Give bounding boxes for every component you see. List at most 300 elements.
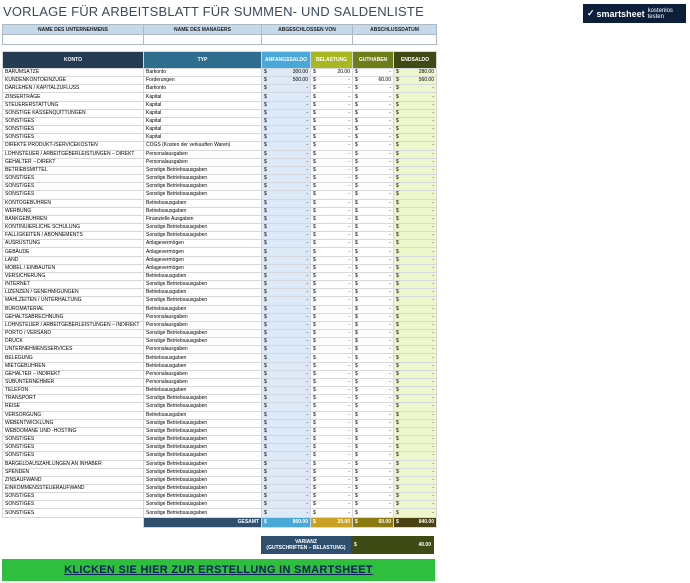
anfangssaldo-cell[interactable]: $ - bbox=[262, 175, 311, 183]
guthaben-cell[interactable]: $ - bbox=[353, 240, 394, 248]
typ-cell[interactable]: Sonstige Betriebsausgaben bbox=[144, 223, 262, 231]
typ-cell[interactable]: Sonstige Betriebsausgaben bbox=[144, 297, 262, 305]
anfangssaldo-cell[interactable]: $ - bbox=[262, 419, 311, 427]
anfangssaldo-cell[interactable]: $ - bbox=[262, 117, 311, 125]
typ-cell[interactable]: Kapital bbox=[144, 126, 262, 134]
typ-cell[interactable]: Sonstige Betriebsausgaben bbox=[144, 493, 262, 501]
anfangssaldo-cell[interactable]: $ - bbox=[262, 207, 311, 215]
endsaldo-cell[interactable]: $ - bbox=[394, 191, 437, 199]
guthaben-cell[interactable]: $ - bbox=[353, 126, 394, 134]
anfangssaldo-cell[interactable]: $ - bbox=[262, 493, 311, 501]
konto-cell[interactable]: LOHNSTEUER / ARBEITGEBERLEISTUNGEN – INDIREKT bbox=[3, 321, 144, 329]
anfangssaldo-cell[interactable]: $ 300.00 bbox=[262, 69, 311, 77]
typ-cell[interactable]: Betriebsausgaben bbox=[144, 305, 262, 313]
belastung-cell[interactable]: $ - bbox=[311, 158, 353, 166]
belastung-cell[interactable]: $ - bbox=[311, 248, 353, 256]
belastung-cell[interactable]: $ - bbox=[311, 281, 353, 289]
guthaben-cell[interactable]: $ - bbox=[353, 354, 394, 362]
anfangssaldo-cell[interactable]: $ - bbox=[262, 264, 311, 272]
anfangssaldo-cell[interactable]: $ - bbox=[262, 452, 311, 460]
endsaldo-cell[interactable]: $ - bbox=[394, 281, 437, 289]
guthaben-cell[interactable]: $ - bbox=[353, 476, 394, 484]
konto-cell[interactable]: SONSTIGES bbox=[3, 117, 144, 125]
guthaben-cell[interactable]: $ - bbox=[353, 452, 394, 460]
konto-cell[interactable]: FÄLLIGKEITEN / ABONNEMENTS bbox=[3, 232, 144, 240]
anfangssaldo-cell[interactable]: $ - bbox=[262, 109, 311, 117]
typ-cell[interactable]: Sonstige Betriebsausgaben bbox=[144, 460, 262, 468]
konto-cell[interactable]: BELEGUNG bbox=[3, 354, 144, 362]
guthaben-cell[interactable]: $ - bbox=[353, 484, 394, 492]
endsaldo-cell[interactable]: $ - bbox=[394, 370, 437, 378]
endsaldo-cell[interactable]: $ - bbox=[394, 240, 437, 248]
anfangssaldo-cell[interactable]: $ - bbox=[262, 248, 311, 256]
belastung-cell[interactable]: $ - bbox=[311, 101, 353, 109]
konto-cell[interactable]: DRUCK bbox=[3, 338, 144, 346]
endsaldo-cell[interactable]: $ - bbox=[394, 272, 437, 280]
guthaben-cell[interactable]: $ - bbox=[353, 272, 394, 280]
belastung-cell[interactable]: $ - bbox=[311, 452, 353, 460]
anfangssaldo-cell[interactable]: $ - bbox=[262, 191, 311, 199]
endsaldo-cell[interactable]: $ - bbox=[394, 411, 437, 419]
typ-cell[interactable]: Sonstige Betriebsausgaben bbox=[144, 427, 262, 435]
endsaldo-cell[interactable]: $ - bbox=[394, 493, 437, 501]
endsaldo-cell[interactable]: $ - bbox=[394, 403, 437, 411]
guthaben-cell[interactable]: $ - bbox=[353, 256, 394, 264]
guthaben-cell[interactable]: $ - bbox=[353, 468, 394, 476]
guthaben-cell[interactable]: $ - bbox=[353, 223, 394, 231]
typ-cell[interactable]: Kapital bbox=[144, 134, 262, 142]
endsaldo-cell[interactable]: $ - bbox=[394, 468, 437, 476]
endsaldo-cell[interactable]: $ - bbox=[394, 452, 437, 460]
guthaben-cell[interactable]: $ - bbox=[353, 338, 394, 346]
anfangssaldo-cell[interactable]: $ - bbox=[262, 362, 311, 370]
anfangssaldo-cell[interactable]: $ - bbox=[262, 460, 311, 468]
typ-cell[interactable]: Anlagevermögen bbox=[144, 240, 262, 248]
endsaldo-cell[interactable]: $ - bbox=[394, 313, 437, 321]
typ-cell[interactable]: Betriebsausgaben bbox=[144, 272, 262, 280]
guthaben-cell[interactable]: $ - bbox=[353, 166, 394, 174]
konto-cell[interactable]: ZINSERTRÄGE bbox=[3, 93, 144, 101]
anfangssaldo-cell[interactable]: $ - bbox=[262, 223, 311, 231]
belastung-cell[interactable]: $ - bbox=[311, 134, 353, 142]
endsaldo-cell[interactable]: $ - bbox=[394, 264, 437, 272]
guthaben-cell[interactable]: $ 60.00 bbox=[353, 77, 394, 85]
anfangssaldo-cell[interactable]: $ - bbox=[262, 501, 311, 509]
anfangssaldo-cell[interactable]: $ - bbox=[262, 297, 311, 305]
endsaldo-cell[interactable]: $ - bbox=[394, 501, 437, 509]
guthaben-cell[interactable]: $ - bbox=[353, 460, 394, 468]
belastung-cell[interactable]: $ - bbox=[311, 289, 353, 297]
anfangssaldo-cell[interactable]: $ 500.00 bbox=[262, 77, 311, 85]
endsaldo-cell[interactable]: $ - bbox=[394, 85, 437, 93]
belastung-cell[interactable]: $ - bbox=[311, 321, 353, 329]
anfangssaldo-cell[interactable]: $ - bbox=[262, 313, 311, 321]
belastung-cell[interactable]: $ - bbox=[311, 199, 353, 207]
anfangssaldo-cell[interactable]: $ - bbox=[262, 436, 311, 444]
anfangssaldo-cell[interactable]: $ - bbox=[262, 509, 311, 517]
guthaben-cell[interactable]: $ - bbox=[353, 117, 394, 125]
endsaldo-cell[interactable]: $ - bbox=[394, 150, 437, 158]
belastung-cell[interactable]: $ - bbox=[311, 232, 353, 240]
typ-cell[interactable]: Personalausgaben bbox=[144, 158, 262, 166]
konto-cell[interactable]: KONTOGEBÜHREN bbox=[3, 199, 144, 207]
anfangssaldo-cell[interactable]: $ - bbox=[262, 126, 311, 134]
guthaben-cell[interactable]: $ - bbox=[353, 215, 394, 223]
guthaben-cell[interactable]: $ - bbox=[353, 403, 394, 411]
guthaben-cell[interactable]: $ - bbox=[353, 378, 394, 386]
anfangssaldo-cell[interactable]: $ - bbox=[262, 240, 311, 248]
guthaben-cell[interactable]: $ - bbox=[353, 346, 394, 354]
typ-cell[interactable]: Personalausgaben bbox=[144, 346, 262, 354]
guthaben-cell[interactable]: $ - bbox=[353, 142, 394, 150]
konto-cell[interactable]: INTERNET bbox=[3, 281, 144, 289]
guthaben-cell[interactable]: $ - bbox=[353, 101, 394, 109]
endsaldo-cell[interactable]: $ - bbox=[394, 297, 437, 305]
guthaben-cell[interactable]: $ - bbox=[353, 199, 394, 207]
endsaldo-cell[interactable]: $ - bbox=[394, 509, 437, 517]
konto-cell[interactable]: SPENDEN bbox=[3, 468, 144, 476]
konto-cell[interactable]: TELEFON bbox=[3, 387, 144, 395]
typ-cell[interactable]: Sonstige Betriebsausgaben bbox=[144, 338, 262, 346]
belastung-cell[interactable]: $ - bbox=[311, 395, 353, 403]
konto-cell[interactable]: ZINSAUFWAND bbox=[3, 476, 144, 484]
typ-cell[interactable]: Sonstige Betriebsausgaben bbox=[144, 395, 262, 403]
endsaldo-cell[interactable]: $ - bbox=[394, 256, 437, 264]
konto-cell[interactable]: WERBUNG bbox=[3, 207, 144, 215]
konto-cell[interactable]: VERSORGUNG bbox=[3, 411, 144, 419]
belastung-cell[interactable]: $ - bbox=[311, 362, 353, 370]
typ-cell[interactable]: Betriebsausgaben bbox=[144, 411, 262, 419]
guthaben-cell[interactable]: $ - bbox=[353, 207, 394, 215]
anfangssaldo-cell[interactable]: $ - bbox=[262, 134, 311, 142]
belastung-cell[interactable]: $ - bbox=[311, 370, 353, 378]
belastung-cell[interactable]: $ - bbox=[311, 378, 353, 386]
belastung-cell[interactable]: $ - bbox=[311, 354, 353, 362]
endsaldo-cell[interactable]: $ - bbox=[394, 142, 437, 150]
anfangssaldo-cell[interactable]: $ - bbox=[262, 183, 311, 191]
typ-cell[interactable]: Betriebsausgaben bbox=[144, 207, 262, 215]
endsaldo-cell[interactable]: $ - bbox=[394, 338, 437, 346]
konto-cell[interactable]: SONSTIGES bbox=[3, 444, 144, 452]
typ-cell[interactable]: Sonstige Betriebsausgaben bbox=[144, 509, 262, 517]
konto-cell[interactable]: LAND bbox=[3, 256, 144, 264]
endsaldo-cell[interactable]: $ - bbox=[394, 126, 437, 134]
anfangssaldo-cell[interactable]: $ - bbox=[262, 142, 311, 150]
konto-cell[interactable]: SONSTIGES bbox=[3, 493, 144, 501]
anfangssaldo-cell[interactable]: $ - bbox=[262, 403, 311, 411]
guthaben-cell[interactable]: $ - bbox=[353, 281, 394, 289]
anfangssaldo-cell[interactable]: $ - bbox=[262, 395, 311, 403]
typ-cell[interactable]: Personalausgaben bbox=[144, 313, 262, 321]
endsaldo-cell[interactable]: $ - bbox=[394, 199, 437, 207]
belastung-cell[interactable]: $ - bbox=[311, 403, 353, 411]
belastung-cell[interactable]: $ - bbox=[311, 493, 353, 501]
guthaben-cell[interactable]: $ - bbox=[353, 411, 394, 419]
guthaben-cell[interactable]: $ - bbox=[353, 134, 394, 142]
typ-cell[interactable]: Sonstige Betriebsausgaben bbox=[144, 501, 262, 509]
belastung-cell[interactable]: $ - bbox=[311, 297, 353, 305]
manager-name-field[interactable] bbox=[144, 35, 262, 45]
guthaben-cell[interactable]: $ - bbox=[353, 109, 394, 117]
guthaben-cell[interactable]: $ - bbox=[353, 289, 394, 297]
belastung-cell[interactable]: $ - bbox=[311, 207, 353, 215]
endsaldo-cell[interactable]: $ - bbox=[394, 476, 437, 484]
konto-cell[interactable]: WEBENTWICKLUNG bbox=[3, 419, 144, 427]
endsaldo-cell[interactable]: $ - bbox=[394, 109, 437, 117]
belastung-cell[interactable]: $ - bbox=[311, 109, 353, 117]
belastung-cell[interactable]: $ - bbox=[311, 313, 353, 321]
konto-cell[interactable]: SONSTIGES bbox=[3, 183, 144, 191]
guthaben-cell[interactable]: $ - bbox=[353, 321, 394, 329]
belastung-cell[interactable]: $ - bbox=[311, 166, 353, 174]
typ-cell[interactable]: Personalausgaben bbox=[144, 370, 262, 378]
anfangssaldo-cell[interactable]: $ - bbox=[262, 370, 311, 378]
guthaben-cell[interactable]: $ - bbox=[353, 305, 394, 313]
anfangssaldo-cell[interactable]: $ - bbox=[262, 346, 311, 354]
endsaldo-cell[interactable]: $ - bbox=[394, 346, 437, 354]
endsaldo-cell[interactable]: $ - bbox=[394, 395, 437, 403]
konto-cell[interactable]: GEHÄLTER – DIREKT bbox=[3, 158, 144, 166]
konto-cell[interactable]: GEHALTSABRECHNUNG bbox=[3, 313, 144, 321]
konto-cell[interactable]: SONSTIGES bbox=[3, 175, 144, 183]
guthaben-cell[interactable]: $ - bbox=[353, 150, 394, 158]
endsaldo-cell[interactable]: $ - bbox=[394, 232, 437, 240]
smartsheet-logo[interactable] bbox=[583, 4, 686, 23]
endsaldo-cell[interactable]: $ 280.00 bbox=[394, 69, 437, 77]
anfangssaldo-cell[interactable]: $ - bbox=[262, 281, 311, 289]
guthaben-cell[interactable]: $ - bbox=[353, 362, 394, 370]
endsaldo-cell[interactable]: $ - bbox=[394, 330, 437, 338]
konto-cell[interactable]: BARUMSÄTZE bbox=[3, 69, 144, 77]
endsaldo-cell[interactable]: $ - bbox=[394, 444, 437, 452]
belastung-cell[interactable]: $ - bbox=[311, 272, 353, 280]
anfangssaldo-cell[interactable]: $ - bbox=[262, 321, 311, 329]
belastung-cell[interactable]: $ - bbox=[311, 85, 353, 93]
konto-cell[interactable]: BÜROMATERIAL bbox=[3, 305, 144, 313]
typ-cell[interactable]: Anlagevermögen bbox=[144, 256, 262, 264]
anfangssaldo-cell[interactable]: $ - bbox=[262, 484, 311, 492]
typ-cell[interactable]: Sonstige Betriebsausgaben bbox=[144, 330, 262, 338]
typ-cell[interactable]: Betriebsausgaben bbox=[144, 354, 262, 362]
typ-cell[interactable]: Forderungen bbox=[144, 77, 262, 85]
konto-cell[interactable]: MÖBEL / EINBAUTEN bbox=[3, 264, 144, 272]
anfangssaldo-cell[interactable]: $ - bbox=[262, 354, 311, 362]
konto-cell[interactable]: MAHLZEITEN / UNTERHALTUNG bbox=[3, 297, 144, 305]
typ-cell[interactable]: Sonstige Betriebsausgaben bbox=[144, 452, 262, 460]
typ-cell[interactable]: Sonstige Betriebsausgaben bbox=[144, 232, 262, 240]
typ-cell[interactable]: Sonstige Betriebsausgaben bbox=[144, 484, 262, 492]
konto-cell[interactable]: STEUERERSTATTUNG bbox=[3, 101, 144, 109]
guthaben-cell[interactable]: $ - bbox=[353, 264, 394, 272]
belastung-cell[interactable]: $ - bbox=[311, 419, 353, 427]
typ-cell[interactable]: Kapital bbox=[144, 109, 262, 117]
endsaldo-cell[interactable]: $ - bbox=[394, 207, 437, 215]
belastung-cell[interactable]: $ - bbox=[311, 223, 353, 231]
anfangssaldo-cell[interactable]: $ - bbox=[262, 338, 311, 346]
konto-cell[interactable]: EINKOMMENSSTEUERAUFWAND bbox=[3, 484, 144, 492]
anfangssaldo-cell[interactable]: $ - bbox=[262, 411, 311, 419]
konto-cell[interactable]: LOHNSTEUER / ARBEITGEBERLEISTUNGEN – DIREKT bbox=[3, 150, 144, 158]
endsaldo-cell[interactable]: $ - bbox=[394, 387, 437, 395]
konto-cell[interactable]: DIREKTE PRODUKT-/SERVICEKOSTEN bbox=[3, 142, 144, 150]
endsaldo-cell[interactable]: $ - bbox=[394, 166, 437, 174]
konto-cell[interactable]: DARLEHEN / KAPITALZUFLUSS bbox=[3, 85, 144, 93]
konto-cell[interactable]: SUBUNTERNEHMER bbox=[3, 378, 144, 386]
anfangssaldo-cell[interactable]: $ - bbox=[262, 427, 311, 435]
belastung-cell[interactable]: $ - bbox=[311, 240, 353, 248]
endsaldo-cell[interactable]: $ - bbox=[394, 419, 437, 427]
guthaben-cell[interactable]: $ - bbox=[353, 297, 394, 305]
endsaldo-cell[interactable]: $ - bbox=[394, 223, 437, 231]
guthaben-cell[interactable]: $ - bbox=[353, 93, 394, 101]
endsaldo-cell[interactable]: $ - bbox=[394, 215, 437, 223]
guthaben-cell[interactable]: $ - bbox=[353, 436, 394, 444]
typ-cell[interactable]: Sonstige Betriebsausgaben bbox=[144, 444, 262, 452]
belastung-cell[interactable]: $ - bbox=[311, 436, 353, 444]
typ-cell[interactable]: COGS (Kosten der verkauften Waren) bbox=[144, 142, 262, 150]
endsaldo-cell[interactable]: $ - bbox=[394, 93, 437, 101]
anfangssaldo-cell[interactable]: $ - bbox=[262, 150, 311, 158]
typ-cell[interactable]: Personalausgaben bbox=[144, 321, 262, 329]
belastung-cell[interactable]: $ - bbox=[311, 346, 353, 354]
guthaben-cell[interactable]: $ - bbox=[353, 444, 394, 452]
typ-cell[interactable]: Betriebsausgaben bbox=[144, 289, 262, 297]
konto-cell[interactable]: SONSTIGES bbox=[3, 191, 144, 199]
endsaldo-cell[interactable]: $ - bbox=[394, 362, 437, 370]
konto-cell[interactable]: BETRIEBSMITTEL bbox=[3, 166, 144, 174]
anfangssaldo-cell[interactable]: $ - bbox=[262, 305, 311, 313]
anfangssaldo-cell[interactable]: $ - bbox=[262, 166, 311, 174]
belastung-cell[interactable]: $ - bbox=[311, 150, 353, 158]
typ-cell[interactable]: Sonstige Betriebsausgaben bbox=[144, 419, 262, 427]
endsaldo-cell[interactable]: $ - bbox=[394, 321, 437, 329]
konto-cell[interactable]: TRANSPORT bbox=[3, 395, 144, 403]
konto-cell[interactable]: SONSTIGES bbox=[3, 134, 144, 142]
belastung-cell[interactable]: $ - bbox=[311, 77, 353, 85]
konto-cell[interactable]: SONSTIGE KASSENQUITTUNGEN bbox=[3, 109, 144, 117]
anfangssaldo-cell[interactable]: $ - bbox=[262, 387, 311, 395]
guthaben-cell[interactable]: $ - bbox=[353, 330, 394, 338]
belastung-cell[interactable]: $ - bbox=[311, 93, 353, 101]
typ-cell[interactable]: Sonstige Betriebsausgaben bbox=[144, 281, 262, 289]
typ-cell[interactable]: Sonstige Betriebsausgaben bbox=[144, 468, 262, 476]
belastung-cell[interactable]: $ - bbox=[311, 468, 353, 476]
guthaben-cell[interactable]: $ - bbox=[353, 175, 394, 183]
guthaben-cell[interactable]: $ - bbox=[353, 395, 394, 403]
guthaben-cell[interactable]: $ - bbox=[353, 419, 394, 427]
anfangssaldo-cell[interactable]: $ - bbox=[262, 232, 311, 240]
guthaben-cell[interactable]: $ - bbox=[353, 191, 394, 199]
guthaben-cell[interactable]: $ - bbox=[353, 501, 394, 509]
create-in-smartsheet-button[interactable] bbox=[2, 559, 435, 581]
guthaben-cell[interactable]: $ - bbox=[353, 370, 394, 378]
guthaben-cell[interactable]: $ - bbox=[353, 158, 394, 166]
belastung-cell[interactable]: $ - bbox=[311, 305, 353, 313]
completed-by-field[interactable] bbox=[262, 35, 353, 45]
anfangssaldo-cell[interactable]: $ - bbox=[262, 158, 311, 166]
konto-cell[interactable]: GEBÄUDE bbox=[3, 248, 144, 256]
endsaldo-cell[interactable]: $ - bbox=[394, 175, 437, 183]
belastung-cell[interactable]: $ - bbox=[311, 484, 353, 492]
typ-cell[interactable]: Barkonto bbox=[144, 69, 262, 77]
endsaldo-cell[interactable]: $ - bbox=[394, 158, 437, 166]
guthaben-cell[interactable]: $ - bbox=[353, 85, 394, 93]
typ-cell[interactable]: Sonstige Betriebsausgaben bbox=[144, 183, 262, 191]
typ-cell[interactable]: Sonstige Betriebsausgaben bbox=[144, 166, 262, 174]
endsaldo-cell[interactable]: $ - bbox=[394, 117, 437, 125]
belastung-cell[interactable]: $ - bbox=[311, 215, 353, 223]
belastung-cell[interactable]: $ 20.00 bbox=[311, 69, 353, 77]
konto-cell[interactable]: SONSTIGES bbox=[3, 436, 144, 444]
belastung-cell[interactable]: $ - bbox=[311, 264, 353, 272]
belastung-cell[interactable]: $ - bbox=[311, 126, 353, 134]
belastung-cell[interactable]: $ - bbox=[311, 427, 353, 435]
guthaben-cell[interactable]: $ - bbox=[353, 387, 394, 395]
konto-cell[interactable]: SONSTIGES bbox=[3, 509, 144, 517]
typ-cell[interactable]: Betriebsausgaben bbox=[144, 362, 262, 370]
anfangssaldo-cell[interactable]: $ - bbox=[262, 330, 311, 338]
konto-cell[interactable]: SONSTIGES bbox=[3, 501, 144, 509]
anfangssaldo-cell[interactable]: $ - bbox=[262, 444, 311, 452]
endsaldo-cell[interactable]: $ 560.00 bbox=[394, 77, 437, 85]
guthaben-cell[interactable]: $ - bbox=[353, 427, 394, 435]
konto-cell[interactable]: KONTINUIERLICHE SCHULUNG bbox=[3, 223, 144, 231]
belastung-cell[interactable]: $ - bbox=[311, 411, 353, 419]
anfangssaldo-cell[interactable]: $ - bbox=[262, 272, 311, 280]
belastung-cell[interactable]: $ - bbox=[311, 476, 353, 484]
endsaldo-cell[interactable]: $ - bbox=[394, 183, 437, 191]
typ-cell[interactable]: Sonstige Betriebsausgaben bbox=[144, 436, 262, 444]
belastung-cell[interactable]: $ - bbox=[311, 509, 353, 517]
typ-cell[interactable]: Personalausgaben bbox=[144, 378, 262, 386]
anfangssaldo-cell[interactable]: $ - bbox=[262, 289, 311, 297]
anfangssaldo-cell[interactable]: $ - bbox=[262, 101, 311, 109]
belastung-cell[interactable]: $ - bbox=[311, 175, 353, 183]
konto-cell[interactable]: SONSTIGES bbox=[3, 452, 144, 460]
konto-cell[interactable]: UNTERNEHMENSSERVICES bbox=[3, 346, 144, 354]
endsaldo-cell[interactable]: $ - bbox=[394, 427, 437, 435]
konto-cell[interactable]: BANKGEBÜHREN bbox=[3, 215, 144, 223]
guthaben-cell[interactable]: $ - bbox=[353, 232, 394, 240]
endsaldo-cell[interactable]: $ - bbox=[394, 305, 437, 313]
typ-cell[interactable]: Sonstige Betriebsausgaben bbox=[144, 476, 262, 484]
konto-cell[interactable]: GEHÄLTER – INDIREKT bbox=[3, 370, 144, 378]
guthaben-cell[interactable]: $ - bbox=[353, 509, 394, 517]
belastung-cell[interactable]: $ - bbox=[311, 117, 353, 125]
konto-cell[interactable]: BARGELDAUSZAHLUNGEN AN INHABER bbox=[3, 460, 144, 468]
anfangssaldo-cell[interactable]: $ - bbox=[262, 215, 311, 223]
anfangssaldo-cell[interactable]: $ - bbox=[262, 85, 311, 93]
typ-cell[interactable]: Betriebsausgaben bbox=[144, 199, 262, 207]
anfangssaldo-cell[interactable]: $ - bbox=[262, 468, 311, 476]
belastung-cell[interactable]: $ - bbox=[311, 191, 353, 199]
typ-cell[interactable]: Kapital bbox=[144, 93, 262, 101]
endsaldo-cell[interactable]: $ - bbox=[394, 484, 437, 492]
endsaldo-cell[interactable]: $ - bbox=[394, 354, 437, 362]
typ-cell[interactable]: Finanzielle Ausgaben bbox=[144, 215, 262, 223]
endsaldo-cell[interactable]: $ - bbox=[394, 289, 437, 297]
anfangssaldo-cell[interactable]: $ - bbox=[262, 199, 311, 207]
belastung-cell[interactable]: $ - bbox=[311, 330, 353, 338]
typ-cell[interactable]: Betriebsausgaben bbox=[144, 387, 262, 395]
konto-cell[interactable]: AUSRÜSTUNG bbox=[3, 240, 144, 248]
endsaldo-cell[interactable]: $ - bbox=[394, 436, 437, 444]
konto-cell[interactable]: MIETGEBÜHREN bbox=[3, 362, 144, 370]
guthaben-cell[interactable]: $ - bbox=[353, 313, 394, 321]
guthaben-cell[interactable]: $ - bbox=[353, 183, 394, 191]
closing-date-field[interactable] bbox=[353, 35, 437, 45]
typ-cell[interactable]: Anlagevermögen bbox=[144, 264, 262, 272]
